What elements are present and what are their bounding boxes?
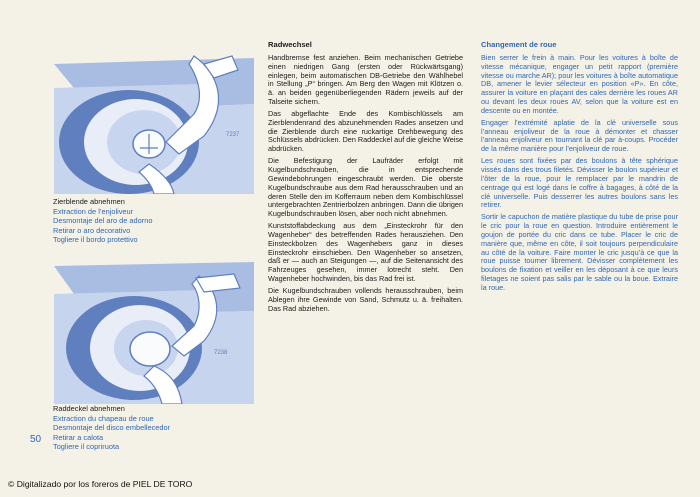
section-heading: Radwechsel xyxy=(268,40,312,49)
page-number: 50 xyxy=(30,434,42,445)
paragraph: Die Befestigung der Laufräder erfolgt mit Kugelbundschrauben, die in entsprechende Gewindebohrungen eingeschraubt werden. Die oberste Kugelbundschraube aus dem Rad herausschrauben und an deren Stelle den im Kofferraum neben dem Kombischlüssel untergebrachten Zentrierbolzen anbringen. Dann die übrigen Kugelbundschrauben lösen, aber noch nicht abnehmen. xyxy=(268,156,463,219)
caption-translation: Togliere il bordo protettivo xyxy=(53,235,138,245)
caption-german: Zierblende abnehmen xyxy=(53,197,125,206)
german-column xyxy=(268,41,463,316)
caption-translation: Extraction de l’enjoliveur xyxy=(53,206,134,216)
paragraph: Das abgeflachte Ende des Kombischlüssels am Zierblendenrand des abzunehmenden Rades ansetzen und die Zierblende durch eine ruckartige Drehbewegung des Schlüssels abdrücken. Den Raddeckel auf die gleiche Weise abdrücken. xyxy=(268,108,463,154)
paragraph: Die Kugelbundschrauben vollends herausschrauben, beim Ablegen ihre Gewinde von Sand, Schmutz u. ä. freihalten. Das Rad abziehen. xyxy=(268,285,463,313)
paragraph: Handbremse fest anziehen. Beim mechanischen Getriebe einen niedrigen Gang (ersten oder Rückwärtsgang) einlegen, beim automatischen DB-Getriebe den Wählhebel in Stellung „P“ bringen. Am Berg den Wagen mit Klötzen o. ä. an beiden gegenüberliegenden Rädern jeweils auf der Talseite sichern. xyxy=(268,52,463,107)
hubcap-illustration xyxy=(54,256,254,404)
caption-translation: Desmontaje del disco embellecedor xyxy=(53,423,171,433)
paragraph: Sortir le capuchon de matière plastique du tube de prise pour le cric pour la roue en question. Introduire entièrement le goujon de portée du cric dans ce tube. Placer le cric de manière que, même en côte, il soit toujours perpendiculaire au côté de la voiture. Faire monter le cric jusqu’à ce que la roue puisse tourner librement. Dévisser complètement les boulons de fixation et veiller en les déposant à ce que leurs filetages ne soient pas salis par le sable ou la boue. Extraire la roue. xyxy=(481,212,678,292)
footer-credit: © Digitalizado por los foreros de PIEL DE TORO xyxy=(8,479,193,489)
figure-caption-hubcap xyxy=(53,404,243,452)
paragraph: Engager l’extrémité aplatie de la clé universelle sous l’anneau enjoliveur de la roue à démonter et chasser l’anneau enjoliveur en tournant la clé par à-coups. Procéder de la même manière pour l’enjoliveur de roue. xyxy=(481,117,678,154)
paragraph: Kunststoffabdeckung aus dem „Einsteckrohr für den Wagenheber“ des betreffenden Rades herausziehen. Den Einsteckbolzen des Wagenhebers ganz in dieses Einsteckrohr einschieben. Den Wagenheber so ansetzen, daß er — auch an Steigungen —, auf die Seitenansicht des Fahrzeuges gesehen, immer lotrecht steht. Den Wagenheber hochwinden, bis das Rad frei ist. xyxy=(268,221,463,284)
caption-german: Raddeckel abnehmen xyxy=(53,404,125,413)
figure-caption-trim xyxy=(53,197,243,245)
figure-code: 7238 xyxy=(214,350,228,356)
french-column xyxy=(481,41,678,296)
caption-translation: Desmontaje del aro de adorno xyxy=(53,216,153,226)
paragraph: Bien serrer le frein à main. Pour les voitures à boîte de vitesse mécanique, engager un petit rapport (première vitesse ou marche AR); pour les voitures à boîte automatique DB, amener le levier sélecteur en position «P». En côte, assurer la voiture en plaçant des cales derrière les roues AR ou devant les deux roues AV, selon que la voiture est en descente ou en montée. xyxy=(481,52,678,115)
caption-translation: Extraction du chapeau de roue xyxy=(53,413,154,423)
caption-translation: Retirar o aro decorativo xyxy=(53,225,131,235)
wheel-trim-illustration xyxy=(54,44,254,194)
caption-translation: Retirar a calota xyxy=(53,432,104,442)
section-heading: Changement de roue xyxy=(481,40,557,49)
caption-translation: Togliere il copriruota xyxy=(53,442,120,452)
paragraph: Les roues sont fixées par des boulons à tête sphérique vissés dans des trous filetés. Dévisser le boulon supérieur et l’ôter de la roue, pour le remplacer par le mandrin de centrage qui est logé dans le coffre à bagages, à côté de la clé universelle. Puis desserrer les autres boulons sans les retirer. xyxy=(481,156,678,210)
figure-code: 7237 xyxy=(226,132,240,138)
